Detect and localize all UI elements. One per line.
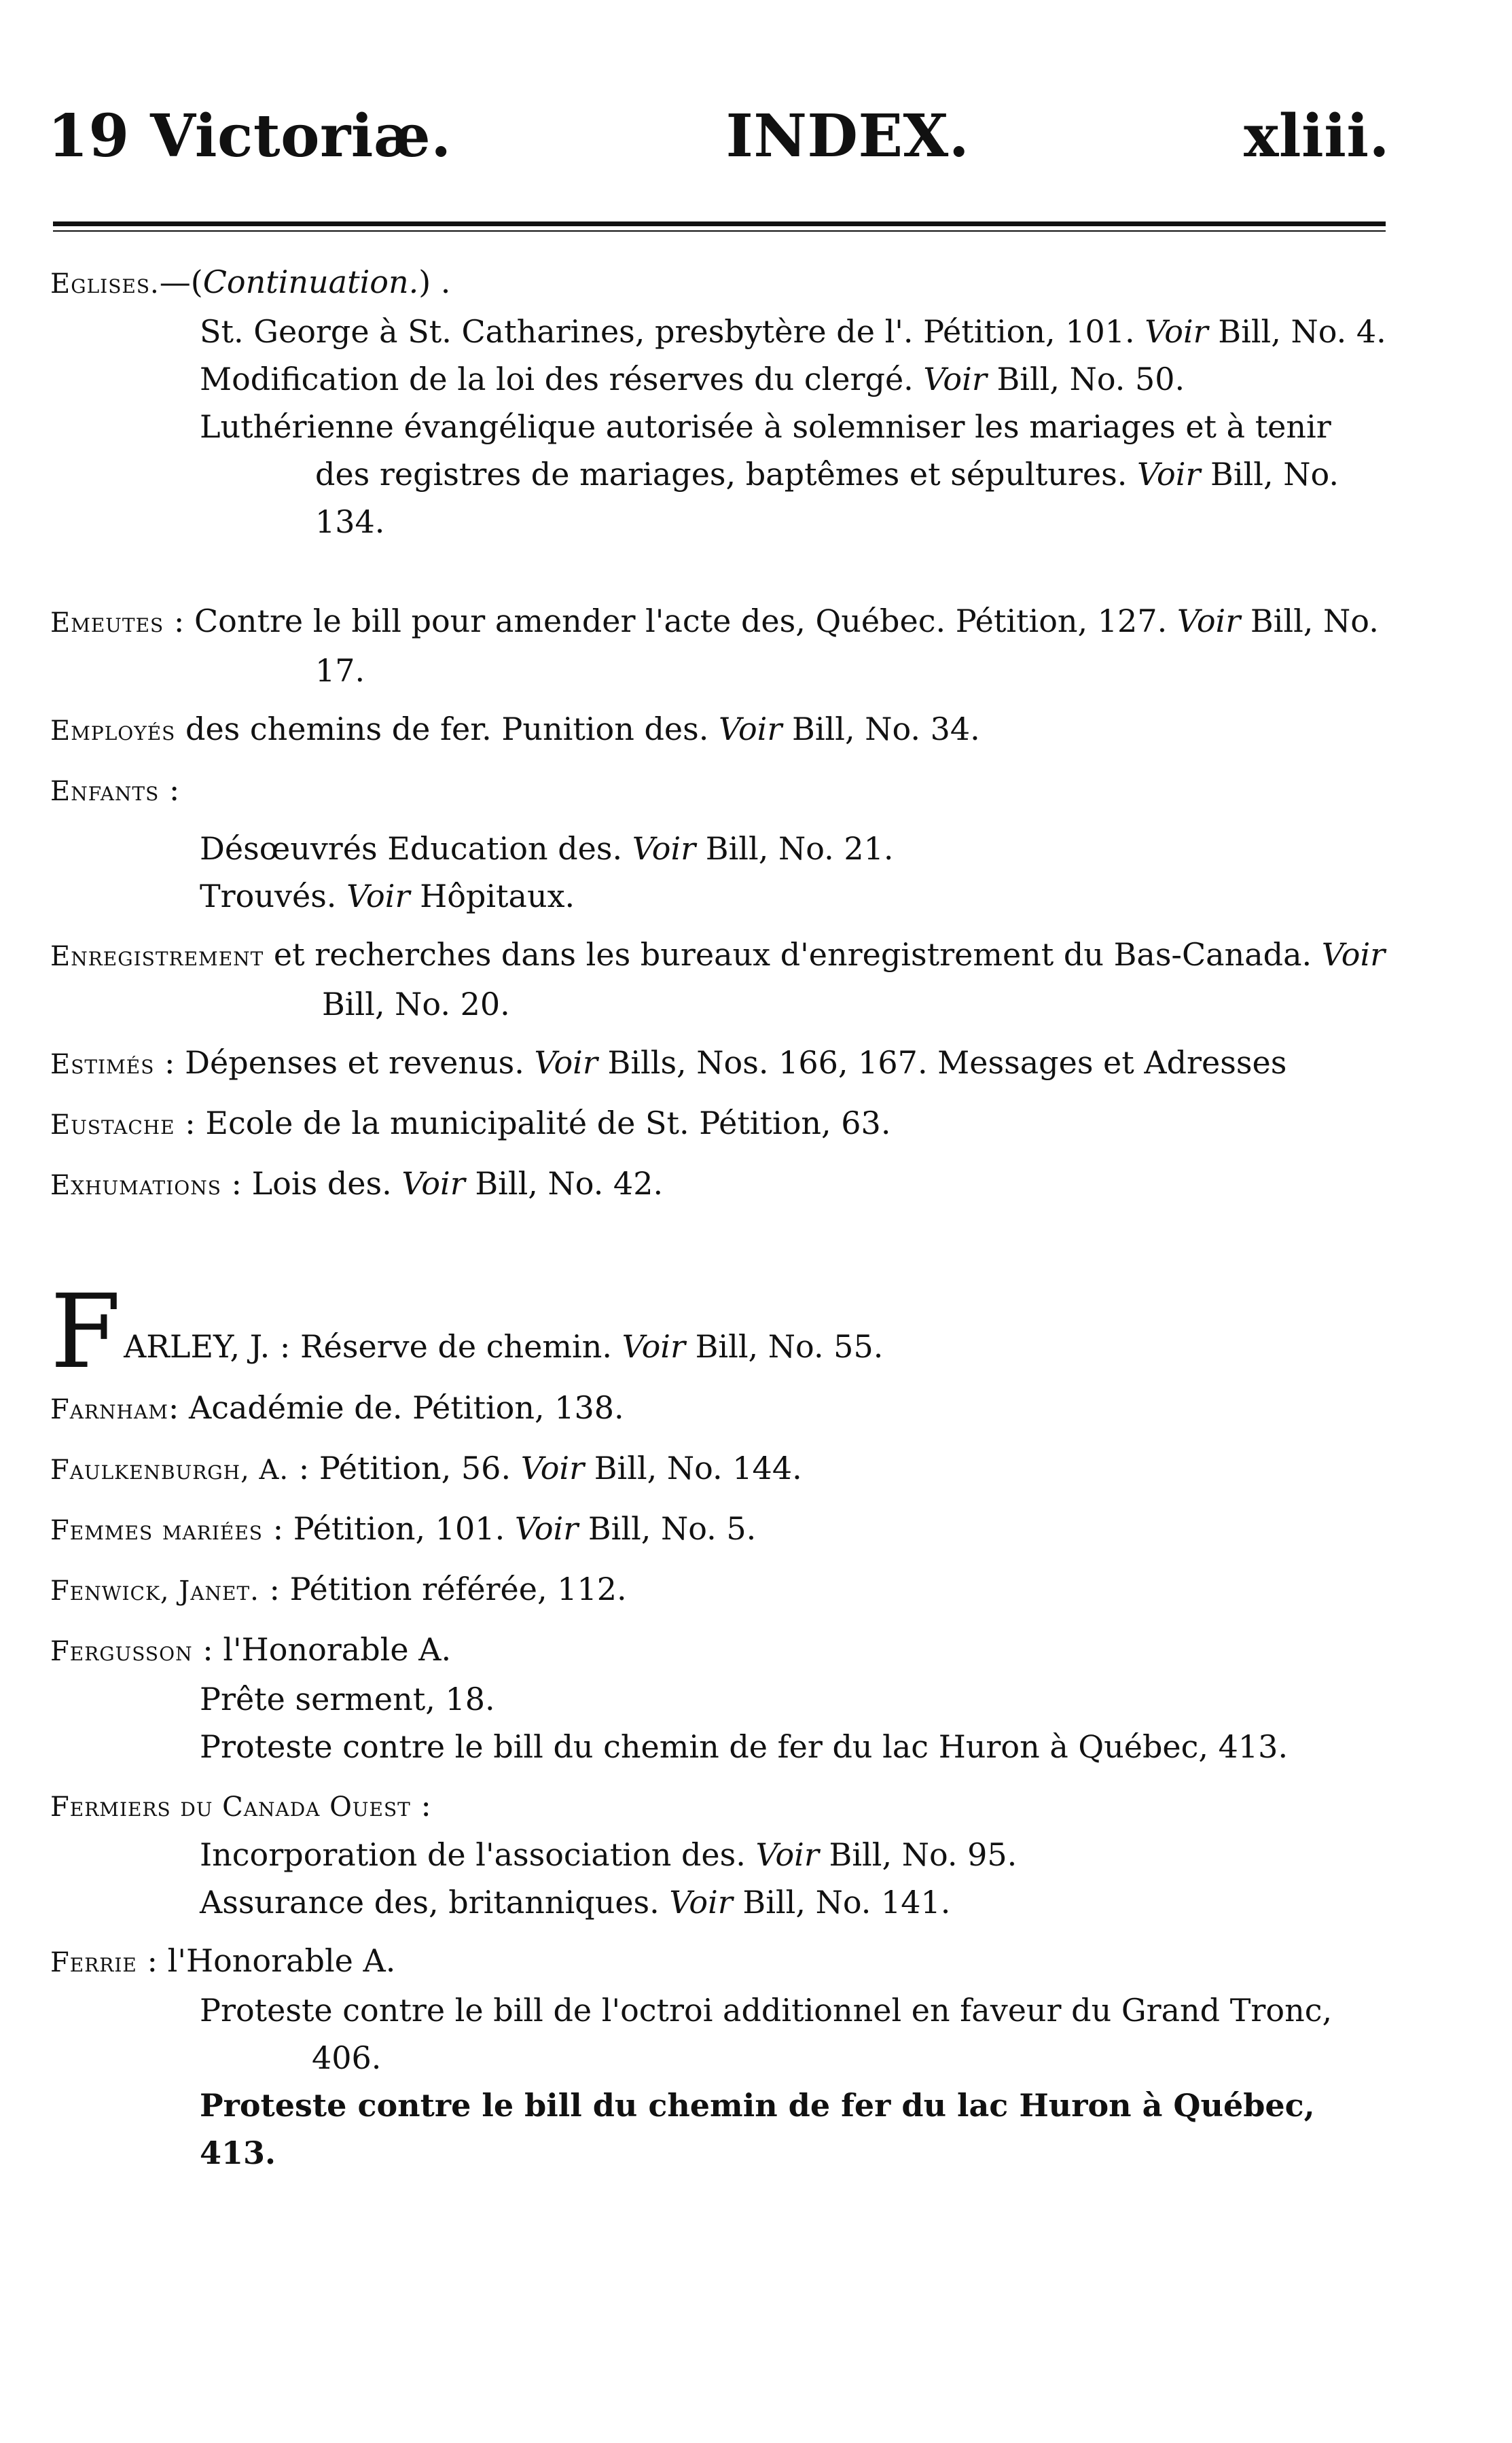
entry-enfants: Enfants : Désœuvrés Education des. Voir Bill, No. 21. Trouvés. Voir Hôpitaux. xyxy=(50,766,1388,920)
entry-heading: Fenwick, Janet. xyxy=(50,1575,259,1607)
entry-eglises: Eglises.—(Continuation.) . St. George à St. Catharines, presbytère de l'. Pétition, 101. Voir Bill, No. 4. Modification de la loi des réserves du clergé. Voir Bill, No. 50. Luthérienne évangélique autorisée à solemniser les mariages et à tenir des registres de mariages, baptêmes et sépultures. Voir Bill, No. 134. xyxy=(50,258,1388,546)
entry-heading: Eglises. xyxy=(50,268,160,300)
entry-heading: ARLEY, J. xyxy=(124,1328,270,1365)
subentry: Proteste contre le bill du chemin de fer du lac Huron à Québec, 413. xyxy=(200,1728,1289,1765)
entry-ferrie: Ferrie : l'Honorable A. Proteste contre le bill de l'octroi additionnel en faveur du Grand Tronc, 406. Proteste contre le bill du chemin de fer du lac Huron à Québec, 413. xyxy=(50,1937,1388,2177)
entry-heading: Farnham xyxy=(50,1394,168,1425)
header-title: INDEX. xyxy=(725,102,970,171)
entry-heading: Ferrie xyxy=(50,1947,137,1978)
subentry: Trouvés. Voir Hôpitaux. xyxy=(200,878,575,914)
subentry: Modification de la loi des réserves du clergé. Voir Bill, No. 50. xyxy=(200,361,1185,397)
running-header xyxy=(48,102,1390,171)
entry-enregistrement: Enregistrement et recherches dans les bureaux d'enregistrement du Bas-Canada. Voir Bill, No. 20. xyxy=(50,936,1386,1022)
entry-eustache: Eustache : Ecole de la municipalité de St. Pétition, 63. xyxy=(50,1105,891,1141)
entry-heading: Emeutes xyxy=(50,607,164,639)
header-volume: 19 Victoriæ. xyxy=(48,102,452,171)
drop-cap-letter: F xyxy=(50,1273,122,1391)
entry-heading: Enfants xyxy=(50,776,160,807)
header-rule-thin xyxy=(53,230,1386,232)
entry-employes: Employés des chemins de fer. Punition des. Voir Bill, No. 34. xyxy=(50,711,980,747)
entry-femmes-mariees: Femmes mariées : Pétition, 101. Voir Bill, No. 5. xyxy=(50,1510,757,1547)
index-body xyxy=(50,258,1388,2188)
entry-faulkenburgh: Faulkenburgh, A. : Pétition, 56. Voir Bill, No. 144. xyxy=(50,1450,802,1486)
entry-heading: Fergusson xyxy=(50,1636,193,1667)
entry-heading: Employés xyxy=(50,715,176,747)
entry-fermiers: Fermiers du Canada Ouest : Incorporation de l'association des. Voir Bill, No. 95. Assurance des, britanniques. Voir Bill, No. 141. xyxy=(50,1781,1388,1926)
subentry: Luthérienne évangélique autorisée à solemniser les mariages et à tenir des registres de mariages, baptêmes et sépultures. Voir Bill, No. 134. xyxy=(200,408,1339,540)
entry-heading: Enregistrement xyxy=(50,941,264,972)
subentry: Proteste contre le bill du chemin de fer du lac Huron à Québec, 413. xyxy=(200,2087,1315,2171)
header-page-number: xliii. xyxy=(1244,102,1390,171)
entry-farley: F ARLEY, J. : Réserve de chemin. Voir Bill, No. 55. xyxy=(50,1273,884,1391)
subentry: Assurance des, britanniques. Voir Bill, No. 141. xyxy=(200,1884,951,1921)
entry-emeutes: Emeutes : Contre le bill pour amender l'acte des, Québec. Pétition, 127. Voir Bill, No. 17. xyxy=(50,603,1379,689)
entry-fergusson: Fergusson : l'Honorable A. Prête serment, 18. Proteste contre le bill du chemin de fer du lac Huron à Québec, 413. xyxy=(50,1626,1388,1770)
entry-heading: Faulkenburgh, A. xyxy=(50,1455,289,1486)
entry-heading: Estimés xyxy=(50,1049,155,1080)
entry-exhumations: Exhumations : Lois des. Voir Bill, No. 42. xyxy=(50,1165,664,1202)
entry-heading: Eustache xyxy=(50,1109,175,1141)
entry-heading: Exhumations xyxy=(50,1170,221,1201)
entry-estimes: Estimés : Dépenses et revenus. Voir Bills, Nos. 166, 167. Messages et Adresses xyxy=(50,1044,1287,1081)
header-rule-thick xyxy=(53,221,1386,226)
subentry: Incorporation de l'association des. Voir Bill, No. 95. xyxy=(200,1836,1018,1873)
subentry: Désœuvrés Education des. Voir Bill, No. 21. xyxy=(200,830,894,867)
entry-fenwick: Fenwick, Janet. : Pétition référée, 112. xyxy=(50,1571,627,1607)
subentry: Proteste contre le bill de l'octroi additionnel en faveur du Grand Tronc, 406. xyxy=(200,1992,1333,2076)
subentry: Prête serment, 18. xyxy=(200,1681,495,1717)
subentry: St. George à St. Catharines, presbytère de l'. Pétition, 101. Voir Bill, No. 4. xyxy=(200,313,1386,350)
entry-heading: Femmes mariées xyxy=(50,1515,263,1546)
entry-heading: Fermiers du Canada Ouest xyxy=(50,1791,411,1823)
entry-farnham: Farnham: Académie de. Pétition, 138. xyxy=(50,1389,624,1426)
